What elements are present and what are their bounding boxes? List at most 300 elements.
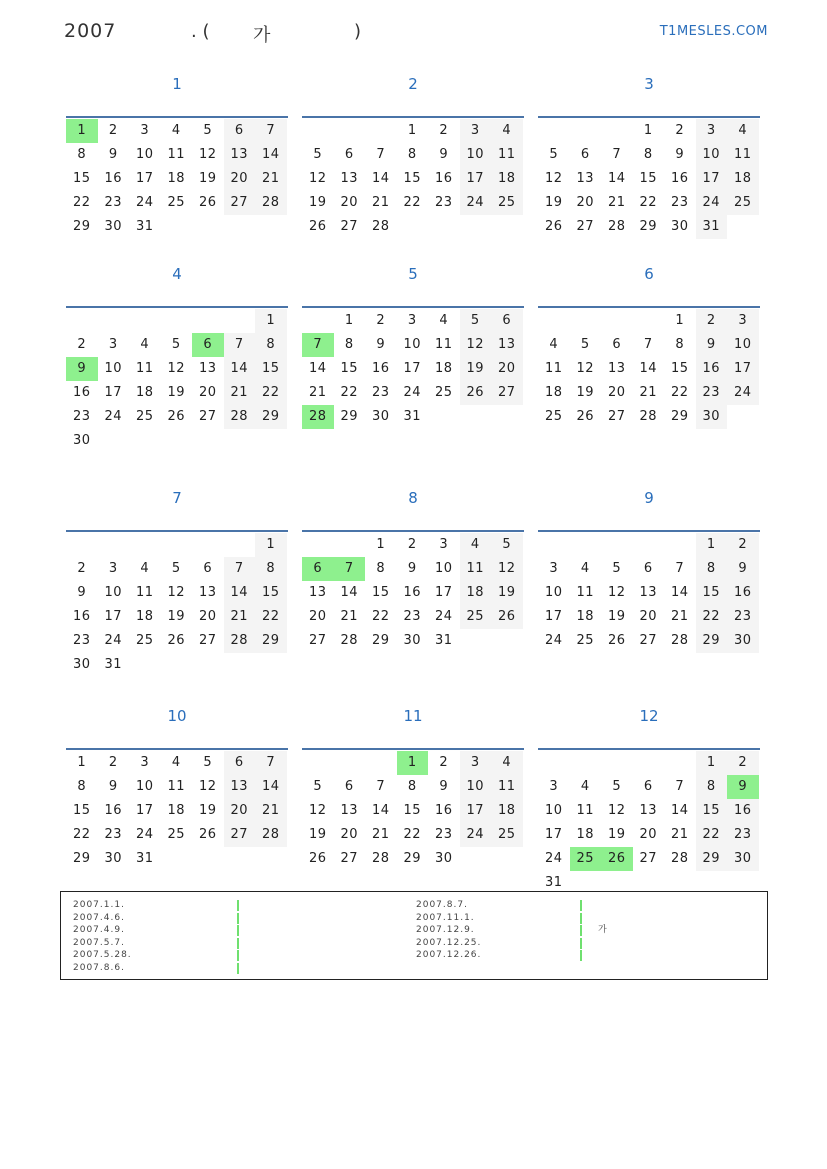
day-cell[interactable]: 23 [403,609,422,624]
day-cell[interactable]: 1 [696,751,728,775]
day-cell[interactable]: 28 [255,191,287,215]
day-cell[interactable]: 8 [407,779,417,794]
day-cell[interactable]: 11 [460,557,492,581]
day-cell[interactable]: 1 [696,533,728,557]
day-cell[interactable]: 28 [607,219,626,234]
day-cell[interactable]: 2 [439,123,449,138]
day-cell[interactable]: 23 [696,381,728,405]
day-cell[interactable]: 18 [167,803,186,818]
day-cell[interactable]: 21 [670,827,689,842]
day-cell[interactable]: 10 [403,337,422,352]
day-cell[interactable]: 27 [340,851,359,866]
day-cell[interactable]: 17 [104,385,123,400]
day-cell[interactable]: 25 [570,847,602,871]
day-cell[interactable]: 11 [576,585,595,600]
day-cell[interactable]: 24 [135,195,154,210]
day-cell[interactable]: 2 [675,123,685,138]
day-cell[interactable]: 6 [643,561,653,576]
day-cell[interactable]: 5 [203,123,213,138]
day-cell[interactable]: 2 [77,561,87,576]
day-cell[interactable]: 4 [580,561,590,576]
day-cell[interactable]: 17 [403,361,422,376]
day-cell[interactable]: 14 [340,585,359,600]
day-cell[interactable]: 21 [224,605,256,629]
day-cell[interactable]: 16 [403,585,422,600]
day-cell[interactable]: 22 [255,605,287,629]
day-cell[interactable]: 11 [135,361,154,376]
day-cell[interactable]: 11 [167,779,186,794]
day-cell[interactable]: 13 [198,585,217,600]
day-cell[interactable]: 5 [491,533,523,557]
day-cell[interactable]: 15 [72,171,91,186]
day-cell[interactable]: 18 [727,167,759,191]
day-cell[interactable]: 8 [696,557,728,581]
day-cell[interactable]: 6 [491,309,523,333]
day-cell[interactable]: 14 [670,585,689,600]
day-cell[interactable]: 22 [72,195,91,210]
day-cell[interactable]: 27 [198,409,217,424]
day-cell[interactable]: 9 [108,147,118,162]
day-cell[interactable]: 1 [66,119,98,143]
day-cell[interactable]: 7 [612,147,622,162]
day-cell[interactable]: 26 [198,195,217,210]
day-cell[interactable]: 23 [670,195,689,210]
day-cell[interactable]: 2 [727,533,759,557]
day-cell[interactable]: 30 [72,433,91,448]
day-cell[interactable]: 18 [167,171,186,186]
day-cell[interactable]: 6 [224,119,256,143]
day-cell[interactable]: 1 [255,309,287,333]
day-cell[interactable]: 11 [491,775,523,799]
day-cell[interactable]: 24 [403,385,422,400]
day-cell[interactable]: 17 [135,171,154,186]
day-cell[interactable]: 5 [612,561,622,576]
day-cell[interactable]: 14 [371,803,390,818]
day-cell[interactable]: 22 [670,385,689,400]
day-cell[interactable]: 15 [403,803,422,818]
day-cell[interactable]: 8 [77,779,87,794]
day-cell[interactable]: 28 [371,851,390,866]
day-cell[interactable]: 31 [544,875,563,890]
day-cell[interactable]: 15 [255,581,287,605]
day-cell[interactable]: 21 [255,799,287,823]
day-cell[interactable]: 18 [491,167,523,191]
day-cell[interactable]: 15 [639,171,658,186]
day-cell[interactable]: 13 [224,775,256,799]
day-cell[interactable]: 5 [313,779,323,794]
day-cell[interactable]: 27 [607,409,626,424]
day-cell[interactable]: 12 [198,779,217,794]
day-cell[interactable]: 19 [198,803,217,818]
day-cell[interactable]: 17 [434,585,453,600]
day-cell[interactable]: 11 [727,143,759,167]
day-cell[interactable]: 7 [224,557,256,581]
day-cell[interactable]: 8 [376,561,386,576]
day-cell[interactable]: 18 [576,827,595,842]
day-cell[interactable]: 10 [135,147,154,162]
day-cell[interactable]: 19 [198,171,217,186]
day-cell[interactable]: 26 [491,605,523,629]
day-cell[interactable]: 10 [696,143,728,167]
day-cell[interactable]: 9 [66,357,98,381]
day-cell[interactable]: 25 [434,385,453,400]
day-cell[interactable]: 5 [313,147,323,162]
day-cell[interactable]: 29 [696,629,728,653]
day-cell[interactable]: 27 [224,823,256,847]
day-cell[interactable]: 2 [439,755,449,770]
day-cell[interactable]: 9 [439,147,449,162]
day-cell[interactable]: 25 [167,827,186,842]
day-cell[interactable]: 11 [434,337,453,352]
day-cell[interactable]: 20 [224,799,256,823]
day-cell[interactable]: 18 [434,361,453,376]
day-cell[interactable]: 28 [670,633,689,648]
day-cell[interactable]: 9 [108,779,118,794]
day-cell[interactable]: 14 [255,143,287,167]
day-cell[interactable]: 27 [340,219,359,234]
day-cell[interactable]: 25 [576,633,595,648]
day-cell[interactable]: 29 [670,409,689,424]
day-cell[interactable]: 17 [696,167,728,191]
day-cell[interactable]: 7 [643,337,653,352]
day-cell[interactable]: 10 [460,775,492,799]
day-cell[interactable]: 24 [544,851,563,866]
day-cell[interactable]: 13 [639,585,658,600]
day-cell[interactable]: 8 [643,147,653,162]
day-cell[interactable]: 14 [371,171,390,186]
day-cell[interactable]: 15 [403,171,422,186]
day-cell[interactable]: 30 [696,405,728,429]
day-cell[interactable]: 17 [544,827,563,842]
day-cell[interactable]: 10 [434,561,453,576]
day-cell[interactable]: 21 [371,195,390,210]
day-cell[interactable]: 28 [302,405,334,429]
day-cell[interactable]: 14 [670,803,689,818]
day-cell[interactable]: 30 [104,219,123,234]
day-cell[interactable]: 1 [344,313,354,328]
day-cell[interactable]: 30 [403,633,422,648]
day-cell[interactable]: 7 [376,147,386,162]
day-cell[interactable]: 2 [108,755,118,770]
day-cell[interactable]: 31 [434,633,453,648]
day-cell[interactable]: 4 [171,755,181,770]
day-cell[interactable]: 29 [696,847,728,871]
day-cell[interactable]: 19 [167,609,186,624]
day-cell[interactable]: 13 [340,171,359,186]
day-cell[interactable]: 15 [255,357,287,381]
day-cell[interactable]: 25 [167,195,186,210]
day-cell[interactable]: 18 [544,385,563,400]
day-cell[interactable]: 24 [135,827,154,842]
day-cell[interactable]: 16 [434,171,453,186]
day-cell[interactable]: 31 [135,851,154,866]
day-cell[interactable]: 27 [224,191,256,215]
day-cell[interactable]: 12 [544,171,563,186]
day-cell[interactable]: 30 [727,847,759,871]
day-cell[interactable]: 31 [135,219,154,234]
day-cell[interactable]: 21 [371,827,390,842]
day-cell[interactable]: 22 [72,827,91,842]
day-cell[interactable]: 6 [302,557,334,581]
day-cell[interactable]: 28 [340,633,359,648]
day-cell[interactable]: 1 [643,123,653,138]
day-cell[interactable]: 16 [727,799,759,823]
day-cell[interactable]: 24 [104,633,123,648]
day-cell[interactable]: 3 [140,123,150,138]
day-cell[interactable]: 17 [544,609,563,624]
day-cell[interactable]: 10 [727,333,759,357]
day-cell[interactable]: 13 [607,361,626,376]
day-cell[interactable]: 13 [224,143,256,167]
day-cell[interactable]: 9 [675,147,685,162]
day-cell[interactable]: 26 [607,633,626,648]
day-cell[interactable]: 11 [576,803,595,818]
day-cell[interactable]: 16 [670,171,689,186]
day-cell[interactable]: 15 [340,361,359,376]
day-cell[interactable]: 8 [255,333,287,357]
day-cell[interactable]: 2 [108,123,118,138]
day-cell[interactable]: 13 [198,361,217,376]
day-cell[interactable]: 20 [340,827,359,842]
day-cell[interactable]: 3 [460,119,492,143]
day-cell[interactable]: 13 [639,803,658,818]
day-cell[interactable]: 18 [576,609,595,624]
day-cell[interactable]: 18 [135,385,154,400]
day-cell[interactable]: 3 [696,119,728,143]
day-cell[interactable]: 26 [308,851,327,866]
day-cell[interactable]: 3 [727,309,759,333]
day-cell[interactable]: 24 [460,823,492,847]
day-cell[interactable]: 14 [224,357,256,381]
day-cell[interactable]: 4 [140,337,150,352]
day-cell[interactable]: 7 [255,751,287,775]
day-cell[interactable]: 22 [340,385,359,400]
day-cell[interactable]: 15 [696,581,728,605]
day-cell[interactable]: 18 [135,609,154,624]
day-cell[interactable]: 22 [255,381,287,405]
day-cell[interactable]: 2 [727,751,759,775]
day-cell[interactable]: 16 [371,361,390,376]
day-cell[interactable]: 12 [167,361,186,376]
day-cell[interactable]: 29 [371,633,390,648]
day-cell[interactable]: 3 [407,313,417,328]
day-cell[interactable]: 7 [376,779,386,794]
day-cell[interactable]: 29 [72,851,91,866]
day-cell[interactable]: 27 [308,633,327,648]
day-cell[interactable]: 20 [491,357,523,381]
day-cell[interactable]: 21 [255,167,287,191]
day-cell[interactable]: 14 [255,775,287,799]
day-cell[interactable]: 22 [403,827,422,842]
day-cell[interactable]: 4 [460,533,492,557]
day-cell[interactable]: 5 [612,779,622,794]
day-cell[interactable]: 23 [727,823,759,847]
day-cell[interactable]: 16 [696,357,728,381]
day-cell[interactable]: 21 [308,385,327,400]
day-cell[interactable]: 10 [544,803,563,818]
day-cell[interactable]: 30 [670,219,689,234]
day-cell[interactable]: 17 [135,803,154,818]
day-cell[interactable]: 12 [576,361,595,376]
day-cell[interactable]: 2 [696,309,728,333]
day-cell[interactable]: 14 [639,361,658,376]
day-cell[interactable]: 12 [607,803,626,818]
day-cell[interactable]: 14 [308,361,327,376]
day-cell[interactable]: 4 [171,123,181,138]
day-cell[interactable]: 9 [727,775,759,799]
day-cell[interactable]: 7 [675,779,685,794]
day-cell[interactable]: 3 [108,561,118,576]
day-cell[interactable]: 12 [308,171,327,186]
day-cell[interactable]: 27 [198,633,217,648]
day-cell[interactable]: 27 [491,381,523,405]
day-cell[interactable]: 10 [104,585,123,600]
day-cell[interactable]: 26 [460,381,492,405]
day-cell[interactable]: 17 [460,167,492,191]
day-cell[interactable]: 12 [167,585,186,600]
day-cell[interactable]: 8 [696,775,728,799]
day-cell[interactable]: 11 [135,585,154,600]
day-cell[interactable]: 26 [308,219,327,234]
day-cell[interactable]: 9 [407,561,417,576]
day-cell[interactable]: 20 [607,385,626,400]
day-cell[interactable]: 19 [308,827,327,842]
day-cell[interactable]: 28 [224,405,256,429]
day-cell[interactable]: 20 [224,167,256,191]
day-cell[interactable]: 22 [403,195,422,210]
day-cell[interactable]: 21 [224,381,256,405]
day-cell[interactable]: 28 [255,823,287,847]
day-cell[interactable]: 4 [140,561,150,576]
day-cell[interactable]: 4 [491,751,523,775]
day-cell[interactable]: 6 [203,561,213,576]
day-cell[interactable]: 13 [340,803,359,818]
day-cell[interactable]: 4 [549,337,559,352]
day-cell[interactable]: 6 [192,333,224,357]
day-cell[interactable]: 16 [104,803,123,818]
day-cell[interactable]: 25 [544,409,563,424]
day-cell[interactable]: 6 [344,779,354,794]
day-cell[interactable]: 9 [77,585,87,600]
day-cell[interactable]: 31 [104,657,123,672]
day-cell[interactable]: 8 [675,337,685,352]
day-cell[interactable]: 1 [77,755,87,770]
day-cell[interactable]: 4 [727,119,759,143]
day-cell[interactable]: 16 [104,171,123,186]
day-cell[interactable]: 29 [72,219,91,234]
day-cell[interactable]: 19 [460,357,492,381]
day-cell[interactable]: 12 [607,585,626,600]
day-cell[interactable]: 19 [607,609,626,624]
day-cell[interactable]: 6 [344,147,354,162]
day-cell[interactable]: 17 [460,799,492,823]
day-cell[interactable]: 28 [371,219,390,234]
day-cell[interactable]: 27 [639,851,658,866]
day-cell[interactable]: 19 [607,827,626,842]
day-cell[interactable]: 10 [544,585,563,600]
day-cell[interactable]: 29 [639,219,658,234]
day-cell[interactable]: 30 [104,851,123,866]
day-cell[interactable]: 6 [224,751,256,775]
day-cell[interactable]: 26 [167,633,186,648]
day-cell[interactable]: 5 [460,309,492,333]
day-cell[interactable]: 3 [549,561,559,576]
day-cell[interactable]: 2 [77,337,87,352]
day-cell[interactable]: 16 [72,385,91,400]
day-cell[interactable]: 3 [460,751,492,775]
day-cell[interactable]: 8 [255,557,287,581]
day-cell[interactable]: 29 [403,851,422,866]
day-cell[interactable]: 1 [255,533,287,557]
day-cell[interactable]: 28 [224,629,256,653]
day-cell[interactable]: 19 [308,195,327,210]
day-cell[interactable]: 11 [544,361,563,376]
day-cell[interactable]: 24 [544,633,563,648]
day-cell[interactable]: 22 [639,195,658,210]
day-cell[interactable]: 28 [670,851,689,866]
day-cell[interactable]: 4 [491,119,523,143]
day-cell[interactable]: 15 [72,803,91,818]
day-cell[interactable]: 20 [198,609,217,624]
day-cell[interactable]: 16 [434,803,453,818]
day-cell[interactable]: 9 [696,333,728,357]
day-cell[interactable]: 4 [580,779,590,794]
day-cell[interactable]: 16 [72,609,91,624]
day-cell[interactable]: 13 [576,171,595,186]
day-cell[interactable]: 10 [104,361,123,376]
day-cell[interactable]: 19 [491,581,523,605]
day-cell[interactable]: 20 [198,385,217,400]
day-cell[interactable]: 12 [491,557,523,581]
day-cell[interactable]: 11 [491,143,523,167]
day-cell[interactable]: 15 [696,799,728,823]
day-cell[interactable]: 20 [576,195,595,210]
day-cell[interactable]: 26 [167,409,186,424]
day-cell[interactable]: 30 [727,629,759,653]
day-cell[interactable]: 5 [203,755,213,770]
day-cell[interactable]: 3 [439,537,449,552]
day-cell[interactable]: 20 [308,609,327,624]
day-cell[interactable]: 19 [544,195,563,210]
day-cell[interactable]: 28 [639,409,658,424]
day-cell[interactable]: 18 [460,581,492,605]
site-link[interactable]: T1MESLES.COM [659,24,768,39]
day-cell[interactable]: 25 [460,605,492,629]
day-cell[interactable]: 5 [549,147,559,162]
day-cell[interactable]: 26 [198,827,217,842]
day-cell[interactable]: 26 [576,409,595,424]
day-cell[interactable]: 21 [607,195,626,210]
day-cell[interactable]: 15 [670,361,689,376]
day-cell[interactable]: 29 [255,405,287,429]
day-cell[interactable]: 13 [491,333,523,357]
day-cell[interactable]: 8 [77,147,87,162]
day-cell[interactable]: 29 [255,629,287,653]
day-cell[interactable]: 17 [104,609,123,624]
day-cell[interactable]: 2 [376,313,386,328]
day-cell[interactable]: 7 [302,333,334,357]
day-cell[interactable]: 25 [491,191,523,215]
day-cell[interactable]: 7 [224,333,256,357]
day-cell[interactable]: 30 [371,409,390,424]
day-cell[interactable]: 1 [675,313,685,328]
day-cell[interactable]: 31 [696,215,728,239]
day-cell[interactable]: 9 [727,557,759,581]
day-cell[interactable]: 7 [255,119,287,143]
day-cell[interactable]: 5 [171,337,181,352]
day-cell[interactable]: 24 [104,409,123,424]
day-cell[interactable]: 22 [371,609,390,624]
